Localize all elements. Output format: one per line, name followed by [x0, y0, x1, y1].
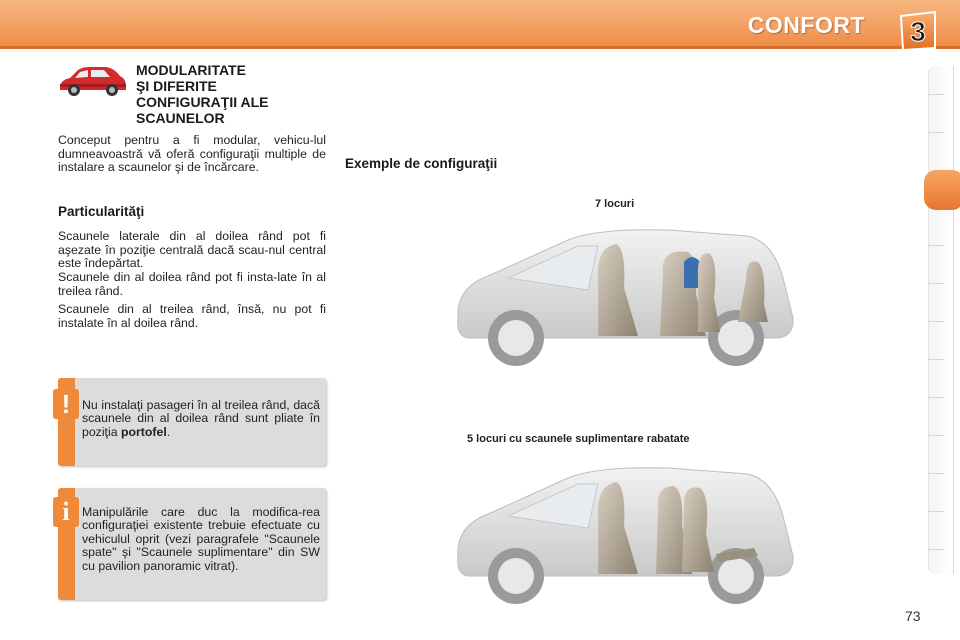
particularitati-paragraph: Scaunele din al doilea rând pot fi insta-late în al treilea rând.: [58, 270, 326, 298]
tab-divider: [928, 245, 944, 246]
tab-divider: [928, 473, 944, 474]
section-title-line: MODULARITATE: [136, 62, 246, 78]
tab-divider: [928, 511, 944, 512]
tab-divider: [928, 94, 944, 95]
section-title-line: SCAUNELOR: [136, 110, 225, 126]
warning-text-end: .: [166, 424, 171, 439]
examples-heading: Exemple de configuraţii: [345, 156, 498, 171]
chapter-title: CONFORT: [747, 12, 865, 38]
info-box: [58, 488, 326, 600]
particularitati-paragraph: Scaunele din al treilea rând, însă, nu pot fi instalate în al doilea rând.: [58, 302, 326, 330]
section-title-line: CONFIGURAŢII ALE: [136, 94, 269, 110]
intro-paragraph: Conceput pentru a fi modular, vehicu-lul dumneavoastră vă oferă configuraţii multiple de instalare a scaunelor şi de încărcare.: [58, 133, 326, 175]
tab-divider: [928, 397, 944, 398]
tab-divider: [928, 132, 944, 133]
chapter-number: 3: [910, 16, 926, 47]
warning-text: [82, 399, 320, 439]
chapter-tab-strip: [928, 66, 954, 574]
tab-divider: [928, 435, 944, 436]
page-number: 73: [905, 608, 921, 624]
caption-7-seats: 7 locuri: [595, 198, 635, 210]
particularitati-heading: Particularităţi: [58, 204, 145, 219]
particularitati-paragraph: Scaunele laterale din al doilea rând pot fi aşezate în poziţie centrală dacă scau-nul central este îndepărtat.: [58, 229, 326, 271]
car-5-seats-illustration: [448, 456, 800, 606]
car-7-seats-illustration: [448, 218, 800, 370]
chapter-number-badge: [897, 10, 939, 52]
caption-5-seats: 5 locuri cu scaunele suplimentare rabatate: [467, 433, 690, 445]
warning-icon: !: [53, 389, 79, 419]
warning-text-main: Nu instalaţi pasageri în al treilea rând, dacă scaunele din al doilea rând sunt pliate în poziţia: [82, 398, 320, 439]
warning-box: [58, 378, 326, 466]
tab-divider: [928, 321, 944, 322]
tab-divider: [928, 283, 944, 284]
info-text: Manipulările care duc la modifica-rea configuraţiei existente trebuie efectuate cu vehiculul oprit (vezi paragrafele "Scaunele spate" şi "Scaunele suplimentare" din SW cu pavilion panoramic vitrat).: [82, 505, 320, 573]
section-title: [136, 62, 336, 126]
section-title-line: ŞI DIFERITE: [136, 78, 217, 94]
info-icon: i: [53, 497, 79, 527]
car-icon: [56, 62, 128, 100]
tab-divider: [928, 359, 944, 360]
chapter-tab-active[interactable]: [924, 170, 960, 210]
header-underline: [0, 46, 960, 49]
warning-text-bold: portofel: [120, 424, 167, 439]
tab-divider: [928, 549, 944, 550]
